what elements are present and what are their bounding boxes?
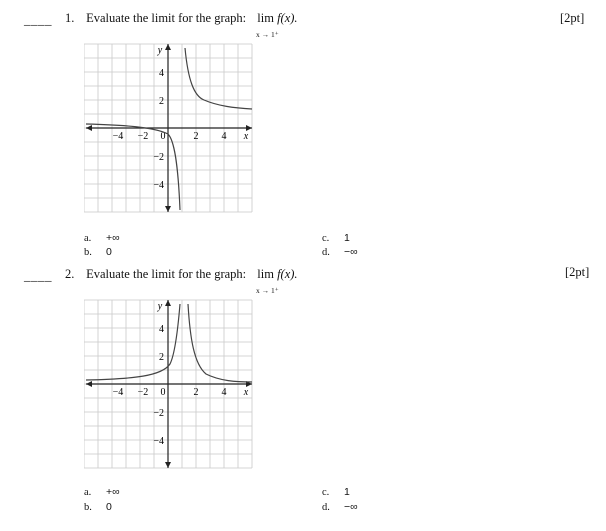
x-axis-label: x [243,131,249,142]
limit-function: f(x). [277,267,298,281]
y-axis-label: y [157,45,163,56]
x-axis-arrow-left [86,381,92,387]
tick-labels [113,45,249,191]
question-1 [0,0,606,265]
choice-d[interactable]: d. −∞ [322,246,358,258]
choice-c[interactable]: c. 1 [322,232,350,244]
y-tick-label: −4 [153,180,164,191]
graph-axes [86,300,252,468]
question-prompt: Evaluate the limit for the graph: [86,11,247,25]
curve-left-branch [86,124,180,210]
x-axis-label: x [243,387,249,398]
x-tick-label: −4 [112,387,124,398]
x-tick-label: 4 [221,131,227,142]
function-graph [84,298,256,472]
question-number: 1. [65,11,75,25]
limit-operator: lim [257,11,274,25]
question-prompt: Evaluate the limit for the graph: [86,267,247,281]
x-tick-label: −4 [112,131,124,142]
y-axis-arrow-up [165,44,171,50]
y-axis-arrow-down [165,206,171,212]
limit-subscript: x → 1⁺ [256,286,279,295]
limit-function: f(x). [277,11,298,25]
question-number: 2. [65,267,75,281]
x-tick-label: −2 [137,387,149,398]
y-tick-label: 2 [159,352,164,363]
y-axis-label: y [157,301,163,312]
function-graph [84,42,256,216]
x-tick-label: 2 [193,387,199,398]
x-tick-label: −2 [137,131,149,142]
points-label: [2pt] [565,265,590,279]
y-tick-label: 4 [159,324,164,335]
y-tick-label: −4 [153,436,164,447]
x-tick-label: 4 [221,387,227,398]
choice-d[interactable]: d. −∞ [322,501,358,513]
choice-a[interactable]: a. +∞ [84,232,120,244]
y-axis-arrow-down [165,462,171,468]
x-tick-label: 0 [160,131,166,142]
graph-axes [86,44,252,212]
y-axis-arrow-up [165,300,171,306]
x-axis-arrow-left [86,125,92,131]
answer-blank[interactable]: ____ [24,268,52,283]
x-tick-label: 2 [193,131,199,142]
choice-a[interactable]: a. +∞ [84,486,120,498]
tick-labels [113,301,249,447]
limit-operator: lim [257,267,274,281]
points-label: [2pt] [560,11,585,25]
question-text [65,11,298,26]
question-text [65,267,298,282]
choice-b[interactable]: b. 0 [84,501,112,513]
answer-blank[interactable]: ____ [24,12,52,27]
choice-c[interactable]: c. 1 [322,486,350,498]
y-tick-label: −2 [153,408,164,419]
x-tick-label: 0 [160,387,166,398]
limit-subscript: x → 1⁺ [256,30,279,39]
y-tick-label: 2 [159,96,164,107]
choice-b[interactable]: b. 0 [84,246,112,258]
y-tick-label: 4 [159,68,164,79]
y-tick-label: −2 [153,152,164,163]
question-2 [0,256,606,521]
